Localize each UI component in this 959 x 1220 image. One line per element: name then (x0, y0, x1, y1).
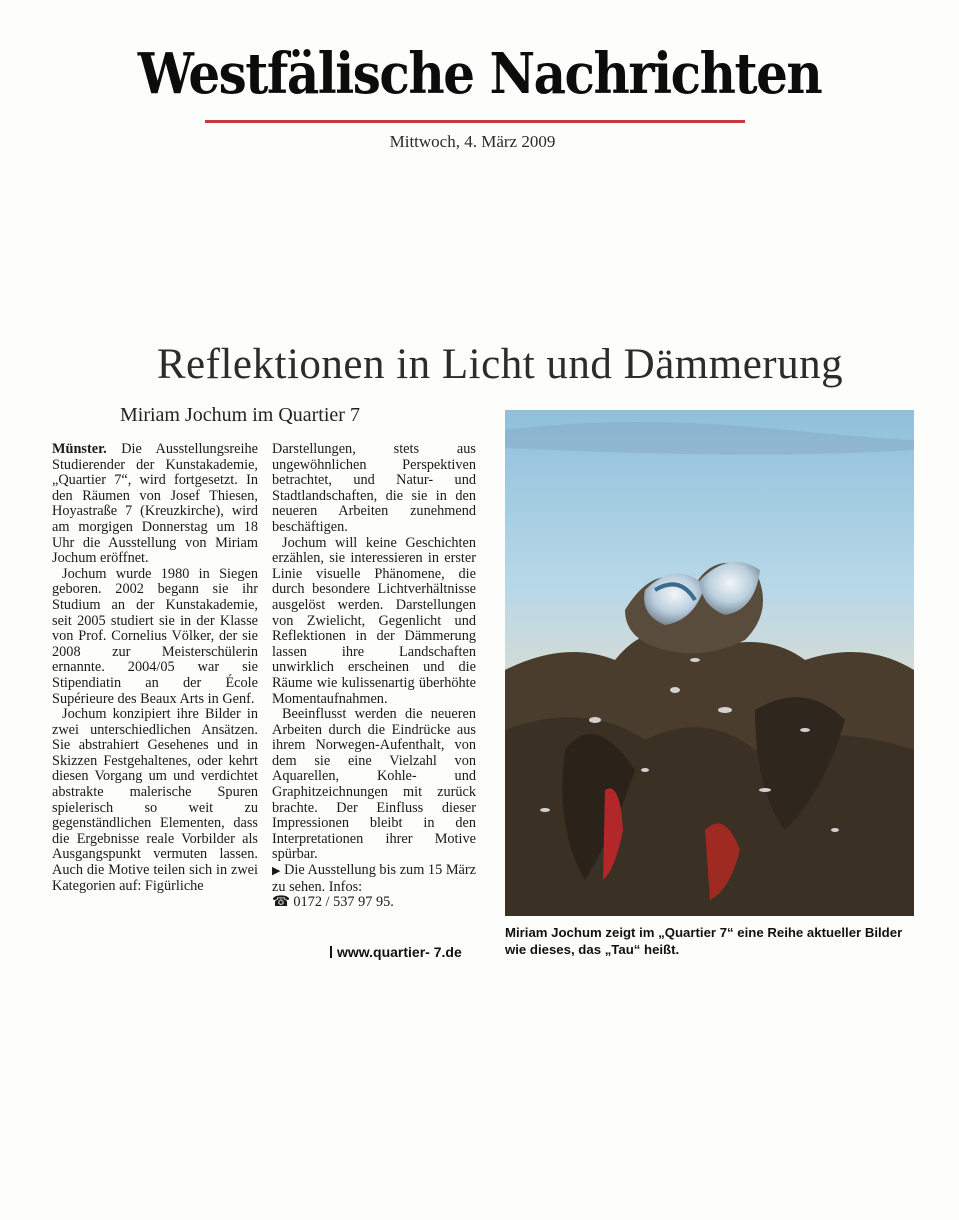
paragraph: Darstellungen, stets aus ungewöhnlichen Perspektiven betrachtet, und Natur- und Stadtlandschaften, die sie in den neueren Arbeiten zunehmend beschäftigen. (272, 441, 476, 535)
paragraph: Jochum wurde 1980 in Siegen geboren. 2002 begann sie ihr Studium an der Kunstakademie, seit 2005 studiert sie in der Klasse von Prof. Cornelius Völker, der sie 2008 zur Meisterschülerin ernannte. 2004/05 war sie Stipendiatin an der École Supérieure des Beaux Arts in Genf. (52, 565, 258, 707)
article-subheadline: Miriam Jochum im Quartier 7 (120, 404, 360, 426)
phone-icon: ☎ (272, 894, 290, 911)
triangle-marker-icon: ▶ (272, 865, 281, 878)
newspaper-masthead: Westfälische Nachrichten (137, 40, 822, 107)
painting-tau-icon (505, 410, 914, 916)
website-link[interactable] (330, 944, 462, 960)
paragraph: Jochum will keine Geschichten erzählen, sie interessieren in erster Linie visuelle Phänomene, die durch besondere Lichtverhältnisse ausgelöst werden. Darstellungen von Zwielicht, Gegenlicht und Reflektionen in der Dämmerung lassen ihre Landschaften unwirklich erscheinen und die Räume wie kulissenartig überhöhte Momentaufnahmen. (272, 534, 476, 707)
photo-caption: Miriam Jochum zeigt im „Quartier 7“ eine Reihe aktueller Bilder wie dieses, das „Tau“ heißt. (505, 925, 903, 957)
phone-number: 0172 / 537 97 95. (289, 894, 394, 911)
paragraph-text: Die Ausstellungsreihe Studierender der Kunstakademie, „Quartier 7“, wird fortgesetzt. In den Räumen von Josef Thiesen, Hoyastraße 7 (Kreuzkirche), wird am morgigen Donnerstag um 18 Uhr die Ausstellung von Miriam Jochum eröffnet. (52, 441, 258, 567)
divider-bar (330, 946, 332, 958)
article-column-2 (272, 442, 476, 911)
paragraph: Beeinflusst werden die neueren Arbeiten durch die Eindrücke aus ihrem Norwegen-Aufenthalt, von dem sie eine Vielzahl von Aquarellen, Kohle- und Graphitzeichnungen mit zurück brachte. Der Einfluss dieser Impressionen bleibt in den Interpretationen ihrer Motive spürbar. (272, 706, 476, 863)
paragraph: Jochum konzipiert ihre Bilder in zwei unterschiedlichen Ansätzen. Sie abstrahiert Gesehenes und in Skizzen Festgehaltenes, oder kehrt diesen Vorgang um und verdichtet abstrakte malerische Spuren spielerisch so weit zu gegenständlichen Elementen, dass die Ergebnisse reale Vorbilder als Ausgangspunkt vermuten lassen. Auch die Motive teilen sich in zwei Kategorien auf: Figürliche (52, 706, 258, 894)
painting-photo (505, 410, 914, 916)
dateline: Münster. (52, 441, 107, 457)
website-url: www.quartier- 7.de (337, 944, 462, 960)
masthead-rule (205, 120, 745, 123)
article-column-1 (52, 442, 258, 894)
info-text: Die Ausstellung bis zum 15 März zu sehen. Infos: (272, 862, 476, 895)
article-headline: Reflektionen in Licht und Dämmerung (156, 341, 844, 388)
paragraph (52, 442, 258, 567)
issue-date: Mittwoch, 4. März 2009 (389, 132, 556, 151)
phone-line (272, 895, 476, 911)
info-paragraph (272, 863, 476, 911)
